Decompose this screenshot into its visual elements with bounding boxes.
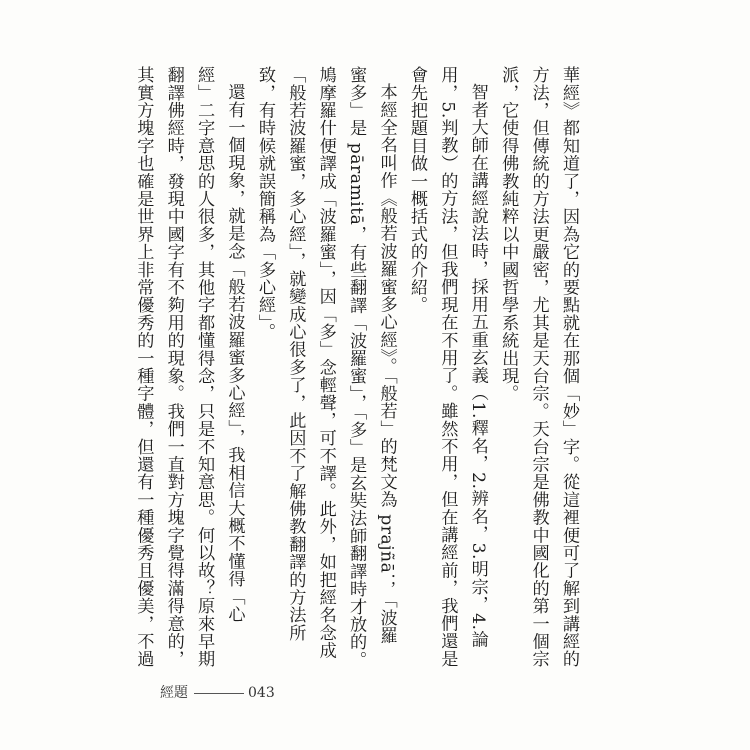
page-number: 043 <box>248 685 275 701</box>
text-line: 智者大師在講經說法時，採用五重玄義（1.釋名，2.辨名，3.明宗，4.論 <box>467 83 488 649</box>
text-line: 「般若波羅蜜，多心經」，就變成心很多了，此因不了解佛教翻譯的方法所 <box>285 66 306 642</box>
text-line: 經」二字意思的人很多，其他字都懂得念，只是不知意思。何以故？原來早期 <box>194 66 215 668</box>
text-line: 方法，但傳統的方法更嚴密，尤其是天台宗。天台宗是佛教中國化的第一個宗 <box>528 66 549 668</box>
text-line: 翻譯佛經時，發現中國字有不夠用的現象。我們一直對方塊字覺得滿得意的， <box>163 66 184 668</box>
text-line: 本經全名叫作《般若波羅蜜多心經》。「般若」的梵文為 prajñā；「波羅 <box>376 83 397 645</box>
text-line: 其實方塊字也確是世界上非常優秀的一種字體，但還有一種優秀且優美，不過 <box>133 66 154 668</box>
body-text <box>128 66 584 669</box>
text-line: 蜜多」是 pāramitā，有些翻譯「波羅蜜」，「多」是玄奘法師翻譯時才放的。 <box>346 66 367 669</box>
text-line: 會先把題目做一概括式的介紹。 <box>406 66 427 314</box>
text-line: 還有一個現象，就是念「般若波羅蜜多心經」，我相信大概不懂得「心 <box>224 83 245 624</box>
text-line: 致，有時候就誤簡稱為「多心經」。 <box>254 66 275 341</box>
text-line: 用，5.判教）的方法，但我們現在不用了。雖然不用，但在講經前，我們還是 <box>437 66 458 668</box>
text-line: 華經》都知道了，因為它的要點就在那個「妙」字。從這裡便可了解到講經的 <box>559 66 579 668</box>
section-title: 經題 <box>160 685 188 701</box>
footer-rule <box>194 693 244 694</box>
text-line: 鳩摩羅什便譯成「波羅蜜」，因「多」念輕聲，可不譯。此外，如把經名念成 <box>315 66 336 660</box>
text-line: 派，它使得佛教純粹以中國哲學系統出現。 <box>498 66 519 403</box>
page-footer <box>160 682 275 702</box>
